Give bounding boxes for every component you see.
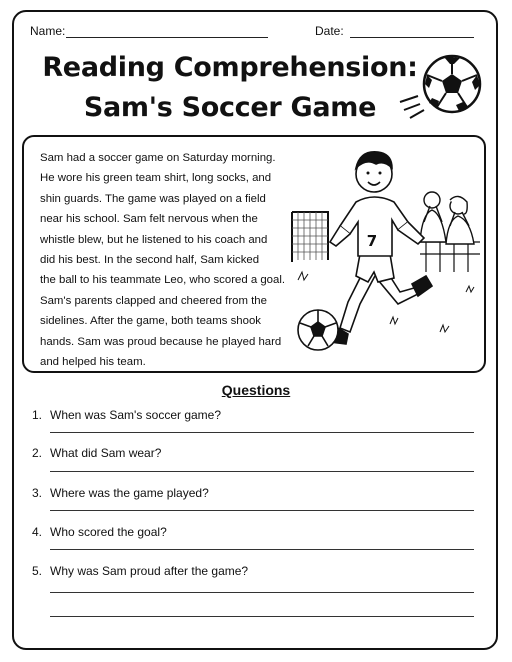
passage-line: shin guards. The game was played on a field (40, 192, 266, 205)
answer-line-2[interactable] (50, 471, 474, 472)
jersey-number: 7 (366, 232, 378, 250)
passage-line: hands. Sam was proud because he played hard (40, 335, 282, 348)
passage-line: whistle blew, but he listened to his coach and (40, 233, 268, 246)
question-1: 1. When was Sam's soccer game? (32, 408, 222, 422)
date-label: Date: (315, 24, 344, 38)
answer-line-5a[interactable] (50, 592, 474, 593)
question-4: 4. Who scored the goal? (32, 525, 167, 539)
passage-line: the ball to his teammate Leo, who scored a goal. (40, 274, 286, 287)
passage-line: Sam had a soccer game on Saturday morning. (40, 152, 276, 164)
questions-heading: Questions (221, 382, 291, 398)
passage-line: and helped his team. (40, 356, 146, 369)
name-field[interactable] (66, 37, 268, 38)
passage-line: near his school. Sam felt nervous when the (40, 213, 258, 226)
soccer-ball-icon (396, 52, 488, 122)
page-title: Reading Comprehension: (42, 52, 418, 83)
passage-line: sidelines. After the game, both teams shook (40, 315, 261, 328)
question-2: 2. What did Sam wear? (32, 446, 162, 460)
passage-line: Sam's parents clapped and cheered from the (40, 294, 267, 307)
passage-text (40, 148, 290, 372)
answer-line-4[interactable] (50, 549, 474, 550)
page-subtitle: Sam's Soccer Game (83, 92, 377, 123)
passage-line: He wore his green team shirt, long socks, and (40, 172, 272, 185)
question-3: 3. Where was the game played? (32, 486, 209, 500)
question-5: 5. Why was Sam proud after the game? (32, 564, 249, 578)
answer-line-3[interactable] (50, 510, 474, 511)
passage-line: did his best. In the second half, Sam kicked (40, 254, 260, 267)
answer-line-1[interactable] (50, 432, 474, 433)
answer-line-5b[interactable] (50, 616, 474, 617)
date-field[interactable] (350, 37, 474, 38)
name-label: Name: (30, 24, 66, 38)
soccer-player-illustration (290, 142, 482, 364)
